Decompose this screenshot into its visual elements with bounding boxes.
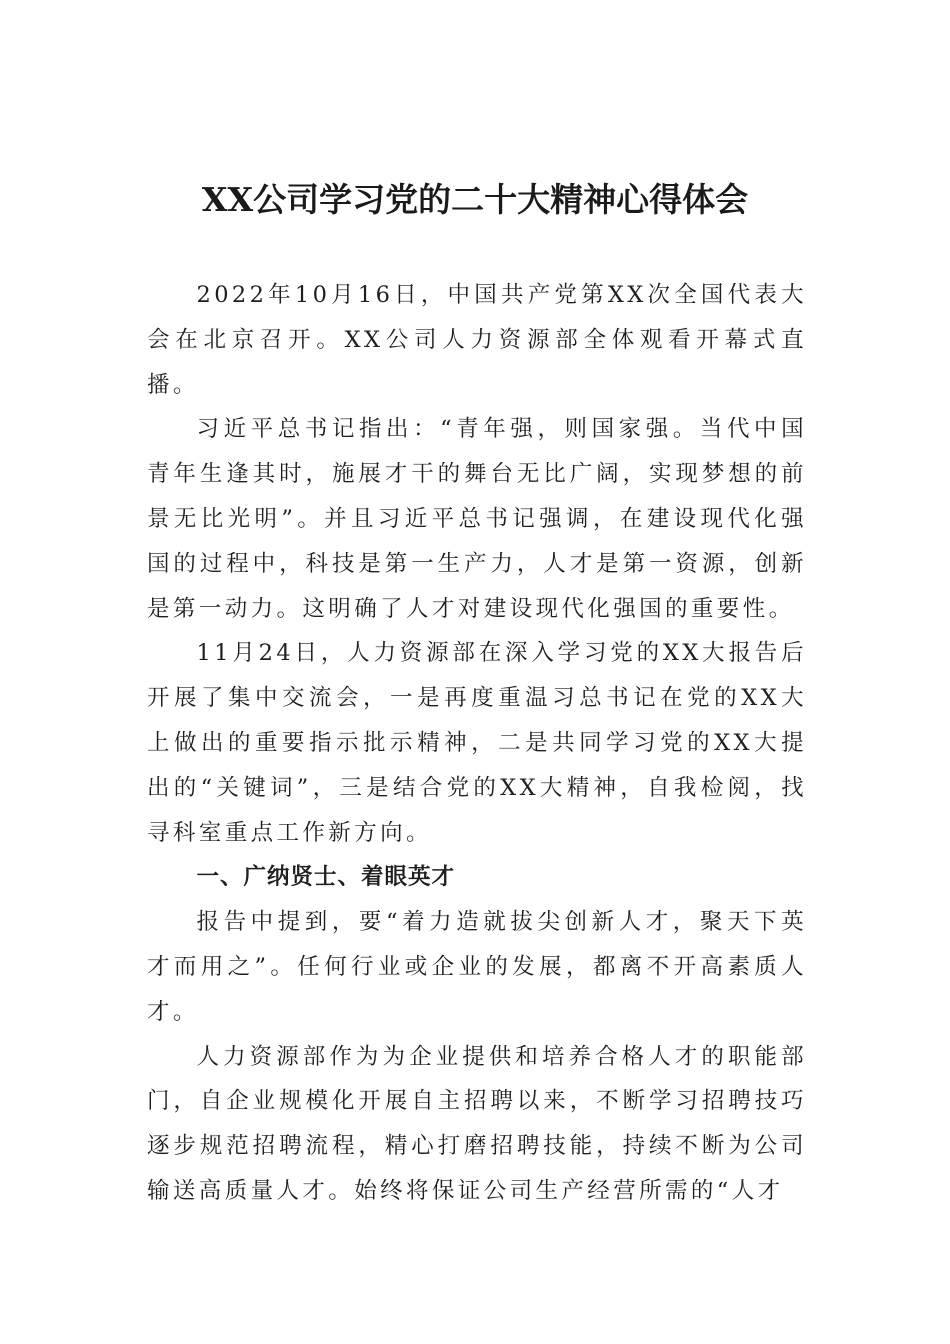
paragraph-meeting: 11月24日，人力资源部在深入学习党的XX大报告后开展了集中交流会，一是再度重温习总书记在党的XX大上做出的重要指示批示精神，二是共同学习党的XX大提出的“关键词”，三是结合党的XX大精神，自我检阅，找寻科室重点工作新方向。 (147, 640, 807, 846)
paragraph-opening: 2022年10月16日，中国共产党第XX次全国代表大会在北京召开。XX公司人力资源部全体观看开幕式直播。 (147, 282, 807, 398)
document-title: XX公司学习党的二十大精神心得体会 (201, 180, 749, 219)
document-body (147, 273, 807, 1214)
paragraph-quote: 习近平总书记指出：“青年强，则国家强。当代中国青年生逢其时，施展才干的舞台无比广阔，实现梦想的前景无比光明”。并且习近平总书记强调，在建设现代化强国的过程中，科技是第一生产力，人才是第一资源，创新是第一动力。这明确了人才对建设现代化强国的重要性。 (147, 416, 807, 622)
section-heading: 一、广纳贤士、着眼英才 (196, 864, 456, 891)
paragraph-report: 报告中提到，要“着力造就拔尖创新人才，聚天下英才而用之”。任何行业或企业的发展，都离不开高素质人才。 (147, 909, 807, 1025)
paragraph-hr-department: 人力资源部作为为企业提供和培养合格人才的职能部门，自企业规模化开展自主招聘以来，不断学习招聘技巧逐步规范招聘流程，精心打磨招聘技能，持续不断为公司输送高质量人才。始终将保证公司生产经营所需的“人才 (147, 1043, 807, 1204)
